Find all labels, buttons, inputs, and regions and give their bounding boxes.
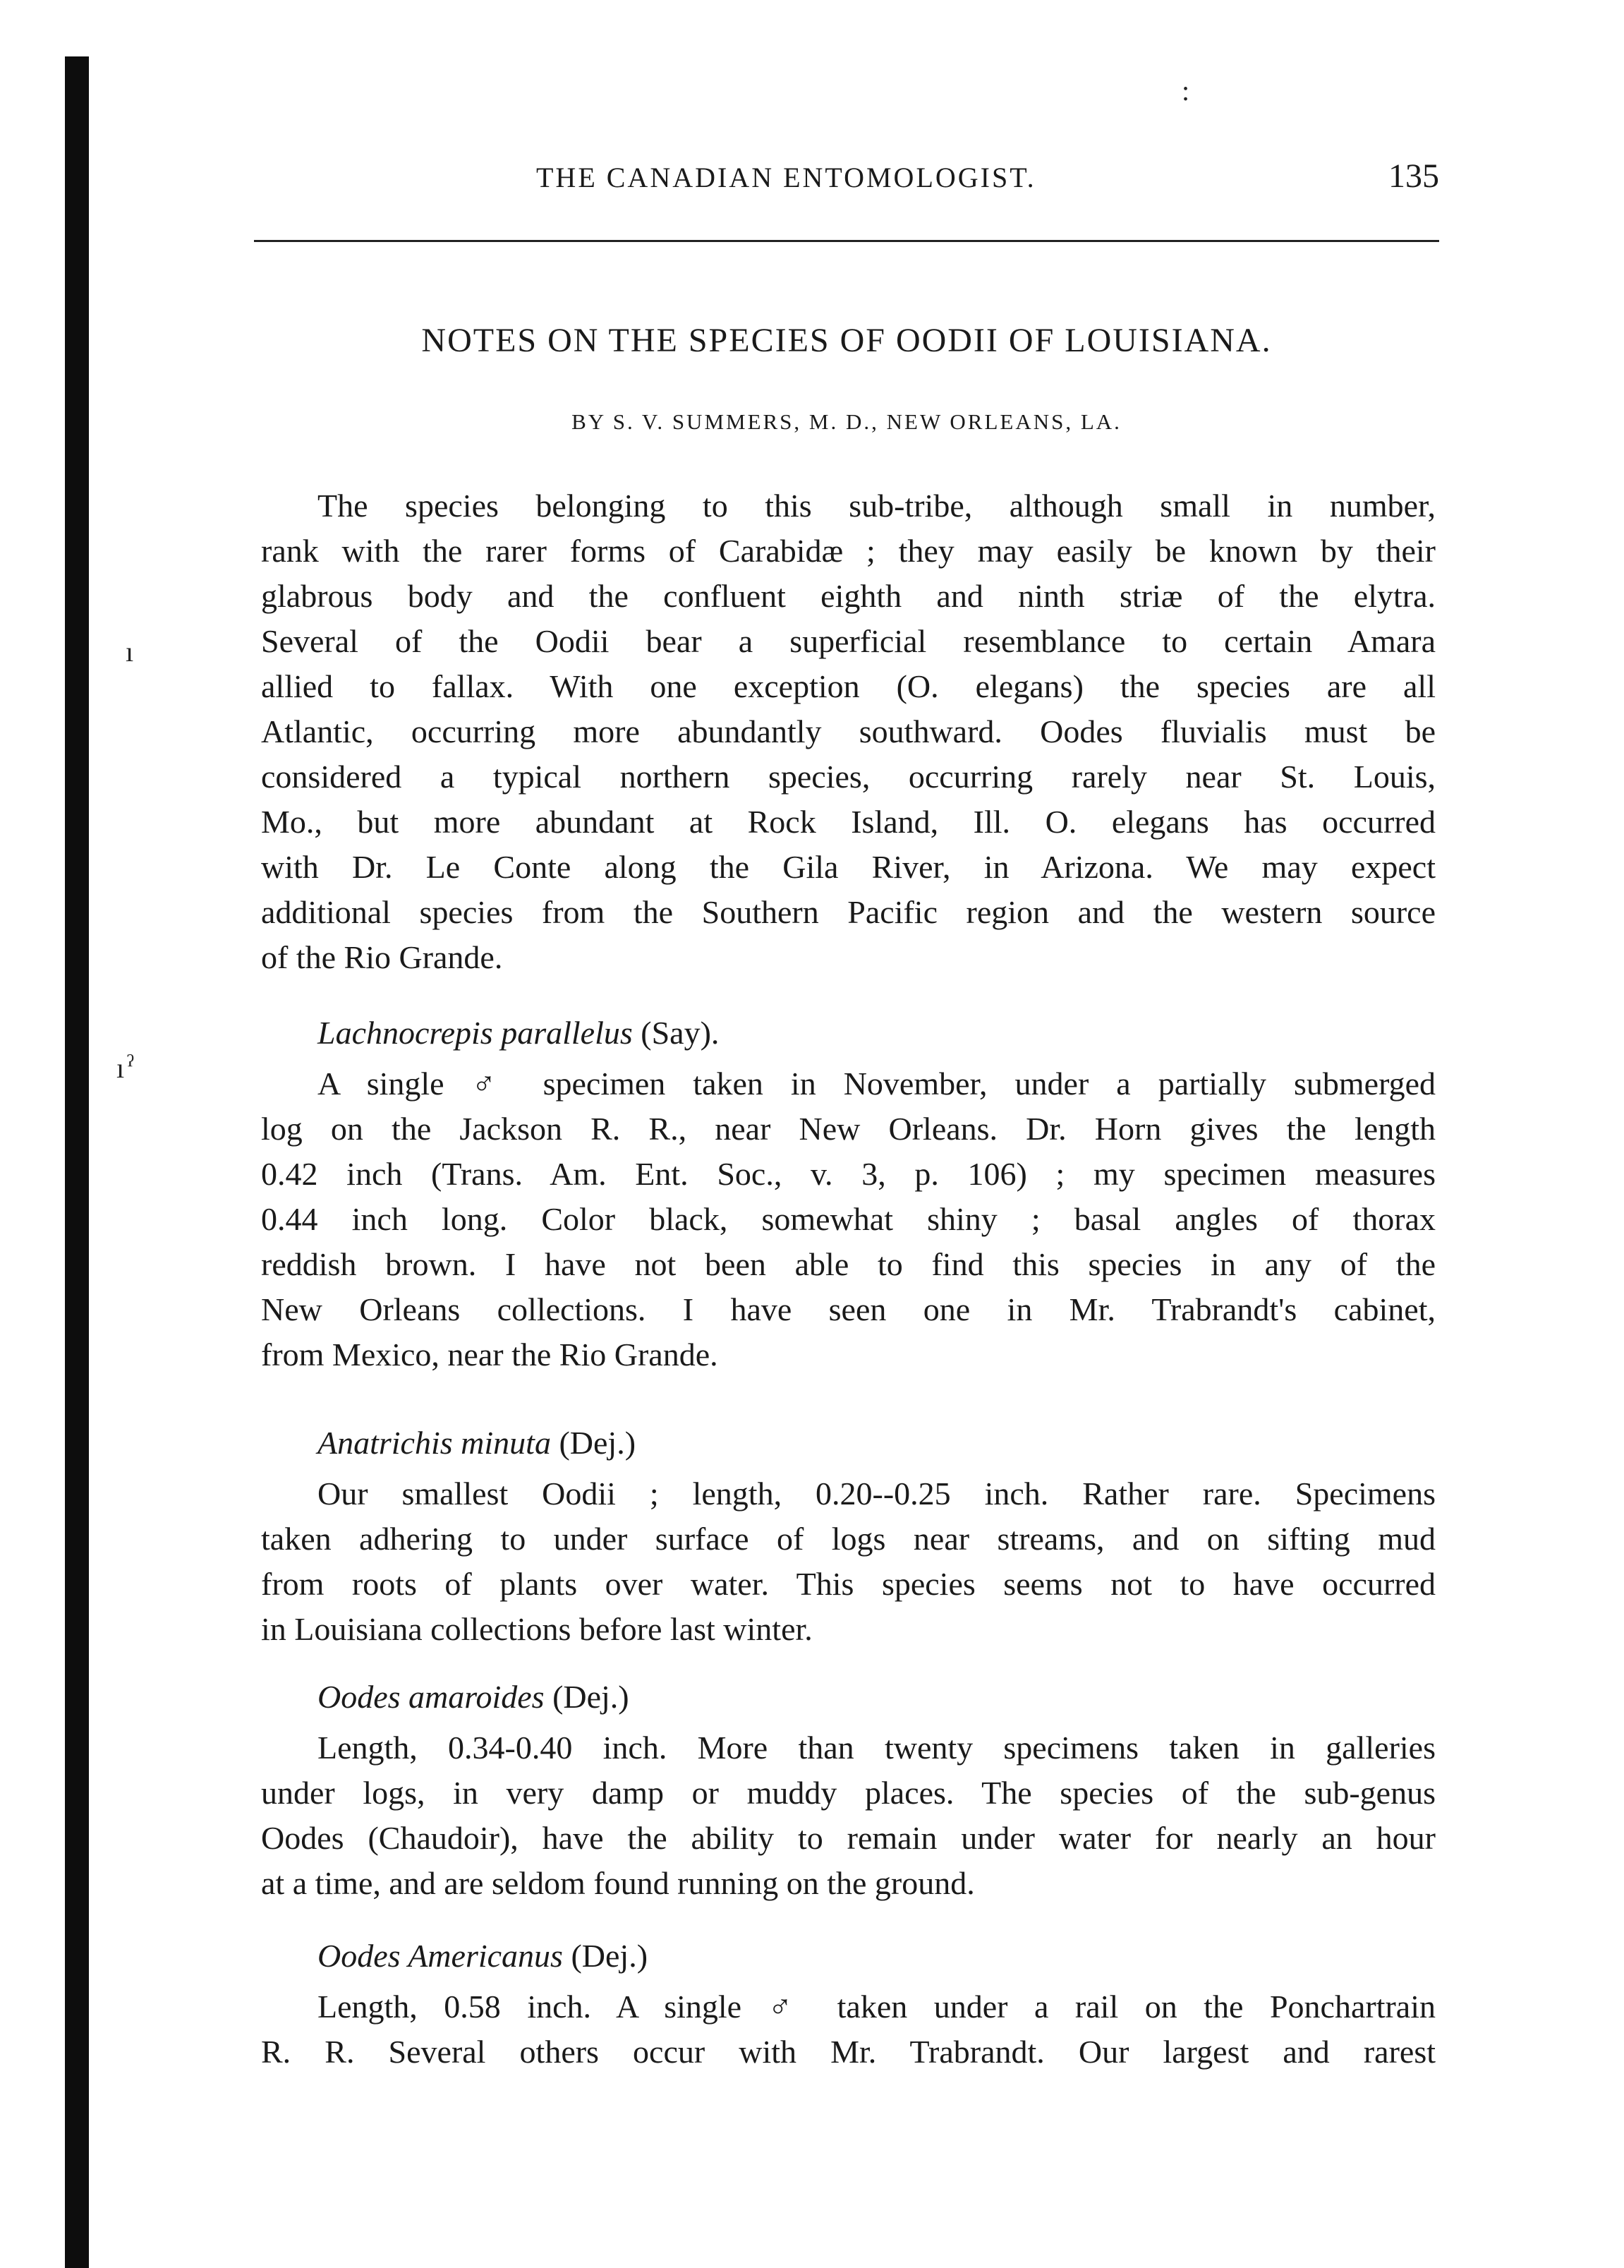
species-author: (Say). — [641, 1015, 720, 1051]
text-line: under logs, in very damp or muddy places. The species of the sub-genus — [261, 1775, 1436, 1811]
species-heading — [317, 1675, 629, 1720]
text-line: Length, 0.34-0.40 inch. More than twenty specimens taken in galleries — [317, 1730, 1436, 1766]
text-line: Atlantic, occurring more abundantly southward. Oodes fluvialis must be — [261, 713, 1436, 749]
text-line: Mo., but more abundant at Rock Island, Ill. O. elegans has occurred — [261, 804, 1436, 840]
text-line: from Mexico, near the Rio Grande. — [261, 1337, 718, 1373]
text-line: Oodes (Chaudoir), have the ability to remain under water for nearly an hour — [261, 1820, 1436, 1856]
text-line: Length, 0.58 inch. A single ♂ taken under a rail on the Ponchartrain — [317, 1989, 1436, 2025]
text-line: R. R. Several others occur with Mr. Trabrandt. Our largest and rarest — [261, 2034, 1436, 2070]
text-line: taken adhering to under surface of logs near streams, and on sifting mud — [261, 1521, 1436, 1557]
species-heading — [317, 1420, 636, 1466]
text-line: 0.44 inch long. Color black, somewhat shiny ; basal angles of thorax — [261, 1201, 1436, 1237]
text-line: in Louisiana collections before last winter. — [261, 1611, 813, 1647]
intro-paragraph — [261, 483, 1436, 980]
species-name: Oodes Americanus — [317, 1938, 563, 1974]
species-name: Anatrichis minuta — [317, 1425, 551, 1461]
article-title: NOTES ON THE SPECIES OF OODII OF LOUISIANA. — [421, 322, 1272, 359]
text-line: with Dr. Le Conte along the Gila River, in Arizona. We may expect — [261, 849, 1436, 885]
species-paragraph — [261, 1471, 1436, 1652]
species-name: Lachnocrepis parallelus — [317, 1015, 633, 1051]
species-author: (Dej.) — [571, 1938, 648, 1974]
text-line: of the Rio Grande. — [261, 939, 503, 975]
species-heading — [317, 1011, 719, 1056]
species-author: (Dej.) — [559, 1425, 636, 1461]
species-paragraph — [261, 1061, 1436, 1377]
text-line: additional species from the Southern Pacific region and the western source — [261, 894, 1436, 930]
text-line: The species belonging to this sub-tribe, although small in number, — [317, 488, 1436, 524]
species-paragraph — [261, 1725, 1436, 1906]
text-line: at a time, and are seldom found running on the ground. — [261, 1865, 975, 1901]
text-line: rank with the rarer forms of Carabidæ ; they may easily be known by their — [261, 533, 1436, 569]
margin-mark: ı — [116, 1052, 125, 1084]
species-name: Oodes amaroides — [317, 1679, 545, 1715]
text-line: 0.42 inch (Trans. Am. Ent. Soc., v. 3, p. 106) ; my specimen measures — [261, 1156, 1436, 1192]
byline: BY S. V. SUMMERS, M. D., NEW ORLEANS, LA. — [571, 409, 1122, 434]
text-line: New Orleans collections. I have seen one in Mr. Trabrandt's cabinet, — [261, 1291, 1436, 1327]
text-line: from roots of plants over water. This species seems not to have occurred — [261, 1566, 1436, 1602]
header-rule — [254, 240, 1439, 242]
binding-edge — [65, 56, 89, 2268]
margin-mark: ı — [126, 636, 134, 668]
margin-mark: : — [1182, 75, 1190, 107]
text-line: log on the Jackson R. R., near New Orleans. Dr. Horn gives the length — [261, 1111, 1436, 1147]
text-line: Several of the Oodii bear a superficial resemblance to certain Amara — [261, 623, 1436, 659]
species-paragraph — [261, 1984, 1436, 2075]
species-heading — [317, 1934, 648, 1979]
text-line: allied to fallax. With one exception (O. elegans) the species are all — [261, 668, 1436, 704]
running-head — [254, 157, 1439, 210]
text-line: glabrous body and the confluent eighth and ninth striæ of the elytra. — [261, 578, 1436, 614]
text-line: reddish brown. I have not been able to find this species in any of the — [261, 1246, 1436, 1282]
page-number: 135 — [1388, 157, 1439, 195]
text-line: Our smallest Oodii ; length, 0.20--0.25 inch. Rather rare. Specimens — [317, 1476, 1436, 1512]
species-author: (Dej.) — [552, 1679, 629, 1715]
journal-title: THE CANADIAN ENTOMOLOGIST. — [536, 162, 1036, 193]
text-line: A single ♂ specimen taken in November, under a partially submerged — [317, 1066, 1436, 1102]
text-line: considered a typical northern species, occurring rarely near St. Louis, — [261, 759, 1436, 795]
margin-mark: ˀ — [127, 1049, 134, 1080]
